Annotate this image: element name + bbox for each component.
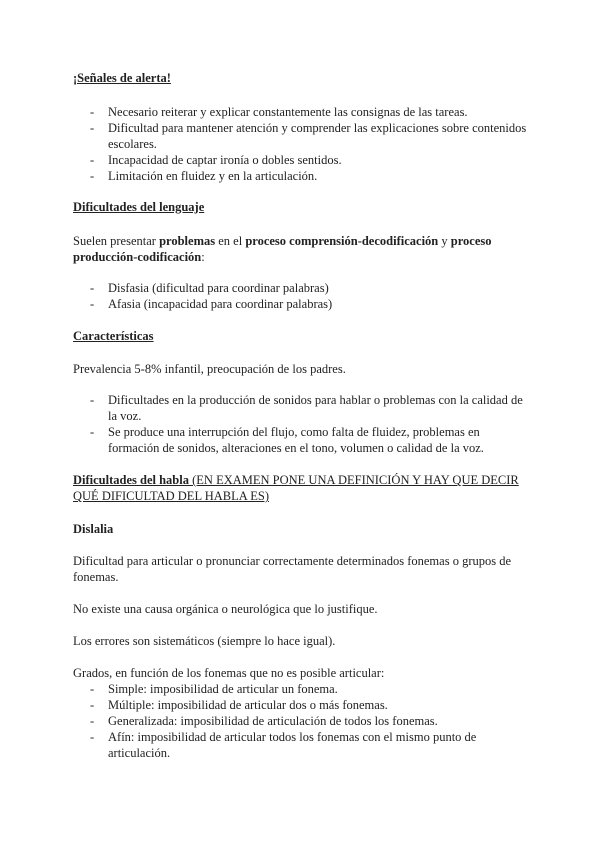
list-item: - Dificultad para mantener atención y comprender las explicaciones sobre contenidos escolares. — [90, 121, 527, 151]
list-item: - Dificultades en la producción de sonidos para hablar o problemas con la calidad de la voz. — [90, 393, 523, 423]
dislalia-definition: Dificultad para articular o pronunciar correctamente determinados fonemas o grupos de fonemas. — [73, 554, 512, 584]
habla-note: (EN EXAMEN PONE UNA DEFINICIÓN Y HAY QUE DECIR QUÉ DIFICULTAD DEL HABLA ES) — [73, 473, 519, 503]
lenguaje-intro: Suelen presentar problemas en el proceso comprensión-decodificación y proceso producción-codificación: — [73, 234, 492, 264]
dislalia-errores: Los errores son sistemáticos (siempre lo hace igual). — [73, 634, 336, 648]
section-heading-dislalia: Dislalia — [73, 522, 114, 536]
section-heading-habla: Dificultades del habla — [73, 473, 189, 487]
dislalia-grados-intro: Grados, en función de los fonemas que no es posible articular: — [73, 666, 385, 680]
list-item: - Incapacidad de captar ironía o dobles sentidos. — [90, 153, 342, 167]
list-item: - Se produce una interrupción del flujo, como falta de fluidez, problemas en formación de sonidos, alteraciones en el tono, volumen o calidad de la voz. — [90, 425, 484, 455]
list-item: - Disfasia (dificultad para coordinar palabras) — [90, 281, 329, 295]
section-heading-caracteristicas: Características — [73, 329, 154, 343]
list-item: - Generalizada: imposibilidad de articulación de todos los fonemas. — [90, 714, 438, 728]
list-item: - Múltiple: imposibilidad de articular dos o más fonemas. — [90, 698, 388, 712]
section-heading-lenguaje: Dificultades del lenguaje — [73, 200, 205, 214]
list-item: - Limitación en fluidez y en la articulación. — [90, 169, 318, 183]
grados-list — [73, 681, 533, 761]
list-item: - Afín: imposibilidad de articular todos los fonemas con el mismo punto de articulación. — [90, 730, 477, 760]
list-item: - Necesario reiterar y explicar constantemente las consignas de las tareas. — [90, 105, 468, 119]
section-heading-alertas: ¡Señales de alerta! — [73, 71, 171, 85]
caracteristicas-list — [73, 392, 533, 456]
list-item: - Afasia (incapacidad para coordinar palabras) — [90, 297, 333, 311]
list-item: - Simple: imposibilidad de articular un fonema. — [90, 682, 338, 696]
lenguaje-list — [73, 280, 533, 312]
habla-heading — [73, 472, 533, 504]
dislalia-causa: No existe una causa orgánica o neurológica que lo justifique. — [73, 602, 378, 616]
alertas-list — [73, 104, 533, 184]
prevalencia-text: Prevalencia 5-8% infantil, preocupación de los padres. — [73, 362, 346, 376]
